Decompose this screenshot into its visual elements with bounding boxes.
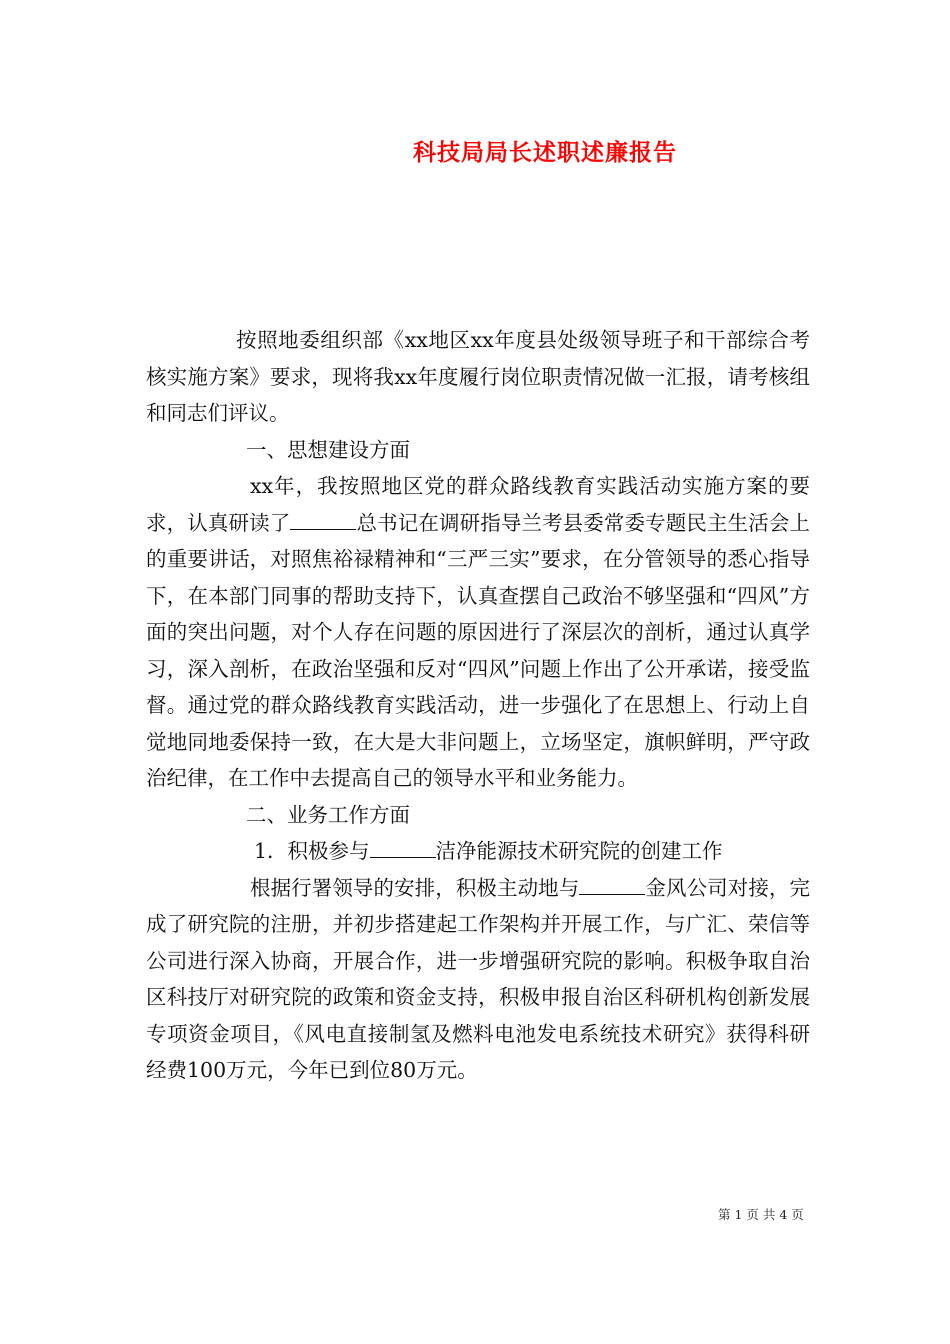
fill-blank xyxy=(579,876,645,895)
intro-paragraph: 按照地委组织部《xx地区xx年度县处级领导班子和干部综合考核实施方案》要求，现将我xx年度履行岗位职责情况做一汇报，请考核组和同志们评议。 xyxy=(146,328,810,425)
item-paragraph xyxy=(146,870,810,1089)
section-heading-thought: 一、思想建设方面 xyxy=(246,437,410,462)
item-heading-text-b: 洁净能源技术研究院的创建工作 xyxy=(435,839,723,863)
item-heading xyxy=(146,833,810,870)
item-heading-text-a: 1．积极参与 xyxy=(254,839,370,863)
section-thought-paragraph xyxy=(146,468,810,797)
item-paragraph-text-b: 金风公司对接，完成了研究院的注册，并初步搭建起工作架构并开展工作，与广汇、荣信等公司进行深入协商，开展合作，进一步增强研究院的影响。积极争取自治区科技厅对研究院的政策和资金支持，积极申报自治区科研机构创新发展专项资金项目，《风电直接制氢及燃料电池发电系统技术研究》获得科研经费100万元，今年已到位80万元。 xyxy=(146,875,811,1082)
document-title: 科技局局长述职述廉报告 xyxy=(413,139,677,166)
section-heading-business: 二、业务工作方面 xyxy=(246,802,410,827)
fill-blank xyxy=(370,839,436,858)
page-number: 第 1 页 共 4 页 xyxy=(718,1207,804,1222)
section-thought-text-a: xx年，我按照地区党的群众路线教育实践活动实施方案的要求，认真研读了 xyxy=(146,474,810,535)
item-paragraph-text-a: 根据行署领导的安排，积极主动地与 xyxy=(250,875,580,900)
fill-blank xyxy=(290,511,356,530)
document-body xyxy=(146,322,810,1089)
section-thought-text-b: 总书记在调研指导兰考县委常委专题民主生活会上的重要讲话，对照焦裕禄精神和“三严三实”要求，在分管领导的悉心指导下，在本部门同事的帮助支持下，认真查摆自己政治不够坚强和“四风”方面的突出问题，对个人存在问题的原因进行了深层次的剖析，通过认真学习，深入剖析，在政治坚强和反对“四风”问题上作出了公开承诺，接受监督。通过党的群众路线教育实践活动，进一步强化了在思想上、行动上自觉地同地委保持一致，在大是大非问题上，立场坚定，旗帜鲜明，严守政治纪律，在工作中去提高自己的领导水平和业务能力。 xyxy=(146,510,811,790)
